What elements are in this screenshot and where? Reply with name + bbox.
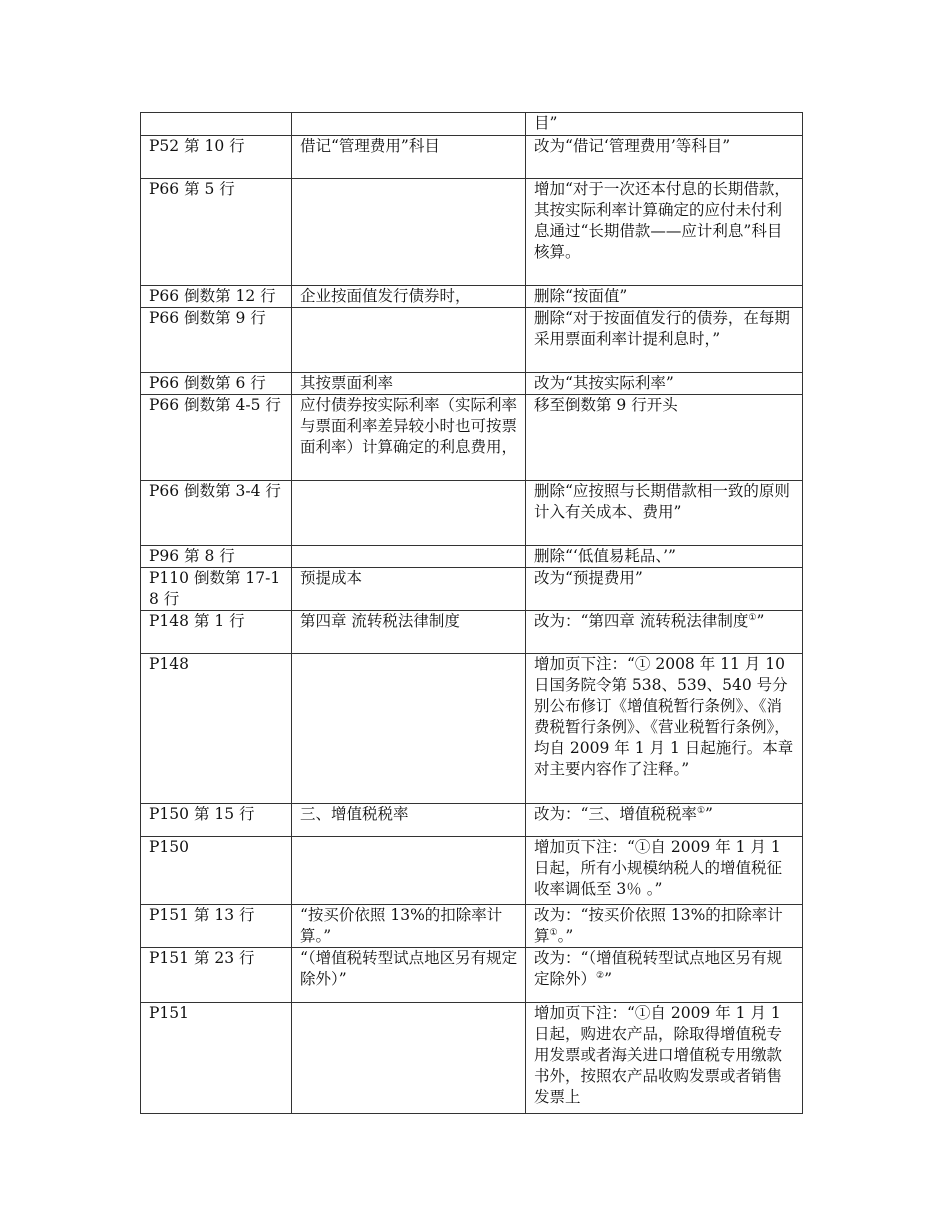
errata-body bbox=[141, 113, 803, 1114]
location-cell: P148 bbox=[141, 654, 292, 804]
table-row bbox=[141, 611, 803, 654]
footnote-mark: ② bbox=[596, 970, 605, 981]
original-text-cell: 预提成本 bbox=[292, 568, 526, 611]
errata-table bbox=[140, 112, 803, 1114]
revision-cell bbox=[526, 179, 803, 286]
revision-text: 删除“‘低值易耗品、’” bbox=[534, 547, 676, 565]
revision-cell bbox=[526, 1003, 803, 1114]
table-row bbox=[141, 837, 803, 905]
revision-text: 改为：“三、增值税税率 bbox=[534, 805, 697, 823]
original-text-cell: 三、增值税税率 bbox=[292, 804, 526, 837]
revision-text: 改为“其按实际利率” bbox=[534, 374, 674, 392]
location-cell: P66 倒数第 6 行 bbox=[141, 373, 292, 395]
revision-cell bbox=[526, 804, 803, 837]
original-text-cell: 企业按面值发行债券时， bbox=[292, 286, 526, 308]
location-cell: P151 bbox=[141, 1003, 292, 1114]
revision-text: 增加页下注：“① 2008 年 11 月 10 日国务院令第 538、539、540 号分别公布修订《增值税暂行条例》、《消费税暂行条例》、《营业税暂行条例》，均自 2009 年 1 月 1 日起施行。本章对主要内容作了注释。” bbox=[534, 655, 794, 778]
table-row bbox=[141, 948, 803, 1003]
revision-cell bbox=[526, 546, 803, 568]
location-cell: P66 倒数第 3-4 行 bbox=[141, 481, 292, 546]
revision-cell bbox=[526, 948, 803, 1003]
table-row bbox=[141, 395, 803, 481]
original-text-cell bbox=[292, 1003, 526, 1114]
revision-cell bbox=[526, 113, 803, 136]
original-text-cell: 其按票面利率 bbox=[292, 373, 526, 395]
location-cell: P110 倒数第 17-18 行 bbox=[141, 568, 292, 611]
original-text-cell bbox=[292, 837, 526, 905]
table-row bbox=[141, 804, 803, 837]
original-text-cell bbox=[292, 481, 526, 546]
location-cell: P150 第 15 行 bbox=[141, 804, 292, 837]
revision-cell bbox=[526, 611, 803, 654]
original-text-cell bbox=[292, 113, 526, 136]
revision-text: 改为“借记‘管理费用’等科目” bbox=[534, 137, 731, 155]
location-cell: P66 倒数第 4-5 行 bbox=[141, 395, 292, 481]
revision-cell bbox=[526, 286, 803, 308]
table-row bbox=[141, 308, 803, 373]
location-cell: P66 倒数第 12 行 bbox=[141, 286, 292, 308]
table-row bbox=[141, 481, 803, 546]
original-text-cell: “（增值税转型试点地区另有规定除外）” bbox=[292, 948, 526, 1003]
original-text-cell bbox=[292, 308, 526, 373]
revision-cell bbox=[526, 654, 803, 804]
revision-text: 增加“对于一次还本付息的长期借款，其按实际利率计算确定的应付未付利息通过“长期借款——应计利息”科目核算。 bbox=[534, 180, 790, 261]
table-row bbox=[141, 654, 803, 804]
revision-tail: ” bbox=[705, 805, 713, 823]
revision-text: 改为：“第四章 流转税法律制度 bbox=[534, 612, 749, 630]
revision-text: 删除“对于按面值发行的债券，在每期采用票面利率计提利息时，” bbox=[534, 309, 790, 348]
location-cell: P96 第 8 行 bbox=[141, 546, 292, 568]
revision-text: 删除“应按照与长期借款相一致的原则计入有关成本、费用” bbox=[534, 482, 790, 521]
revision-cell bbox=[526, 837, 803, 905]
revision-text: 删除“按面值” bbox=[534, 287, 628, 305]
original-text-cell bbox=[292, 179, 526, 286]
revision-tail: 。” bbox=[557, 927, 574, 945]
revision-cell bbox=[526, 136, 803, 179]
revision-text: 改为“预提费用” bbox=[534, 569, 643, 587]
revision-text: 目” bbox=[534, 114, 558, 132]
original-text-cell bbox=[292, 546, 526, 568]
location-cell: P52 第 10 行 bbox=[141, 136, 292, 179]
location-cell bbox=[141, 113, 292, 136]
table-row bbox=[141, 179, 803, 286]
revision-text: 改为：“按买价依照 13%的扣除率计算 bbox=[534, 906, 783, 945]
footnote-mark: ① bbox=[549, 927, 558, 938]
revision-text: 增加页下注：“①自 2009 年 1 月 1 日起，购进农产品，除取得增值税专用发票或者海关进口增值税专用缴款书外，按照农产品收购发票或者销售发票上 bbox=[534, 1004, 783, 1106]
revision-tail: ” bbox=[756, 612, 765, 630]
location-cell: P151 第 23 行 bbox=[141, 948, 292, 1003]
revision-text: 增加页下注：“①自 2009 年 1 月 1 日起，所有小规模纳税人的增值税征收率调低至 3％ 。” bbox=[534, 838, 783, 898]
original-text-cell: “按买价依照 13%的扣除率计算。” bbox=[292, 905, 526, 948]
location-cell: P66 第 5 行 bbox=[141, 179, 292, 286]
revision-cell bbox=[526, 308, 803, 373]
revision-cell bbox=[526, 568, 803, 611]
original-text-cell: 借记“管理费用”科目 bbox=[292, 136, 526, 179]
revision-text: 改为：“（增值税转型试点地区另有规定除外） bbox=[534, 949, 783, 988]
revision-cell bbox=[526, 481, 803, 546]
footnote-mark: ① bbox=[696, 805, 706, 816]
table-row bbox=[141, 568, 803, 611]
footnote-mark: ① bbox=[748, 612, 757, 623]
revision-cell bbox=[526, 395, 803, 481]
table-row bbox=[141, 113, 803, 136]
table-row bbox=[141, 905, 803, 948]
revision-tail: ” bbox=[604, 970, 613, 988]
table-row bbox=[141, 373, 803, 395]
original-text-cell bbox=[292, 654, 526, 804]
location-cell: P66 倒数第 9 行 bbox=[141, 308, 292, 373]
location-cell: P151 第 13 行 bbox=[141, 905, 292, 948]
table-row bbox=[141, 546, 803, 568]
table-row bbox=[141, 286, 803, 308]
location-cell: P150 bbox=[141, 837, 292, 905]
table-row bbox=[141, 136, 803, 179]
location-cell: P148 第 1 行 bbox=[141, 611, 292, 654]
revision-cell bbox=[526, 905, 803, 948]
revision-text: 移至倒数第 9 行开头 bbox=[534, 396, 678, 414]
table-row bbox=[141, 1003, 803, 1114]
revision-cell bbox=[526, 373, 803, 395]
original-text-cell: 第四章 流转税法律制度 bbox=[292, 611, 526, 654]
original-text-cell: 应付债券按实际利率（实际利率与票面利率差异较小时也可按票面利率）计算确定的利息费用， bbox=[292, 395, 526, 481]
